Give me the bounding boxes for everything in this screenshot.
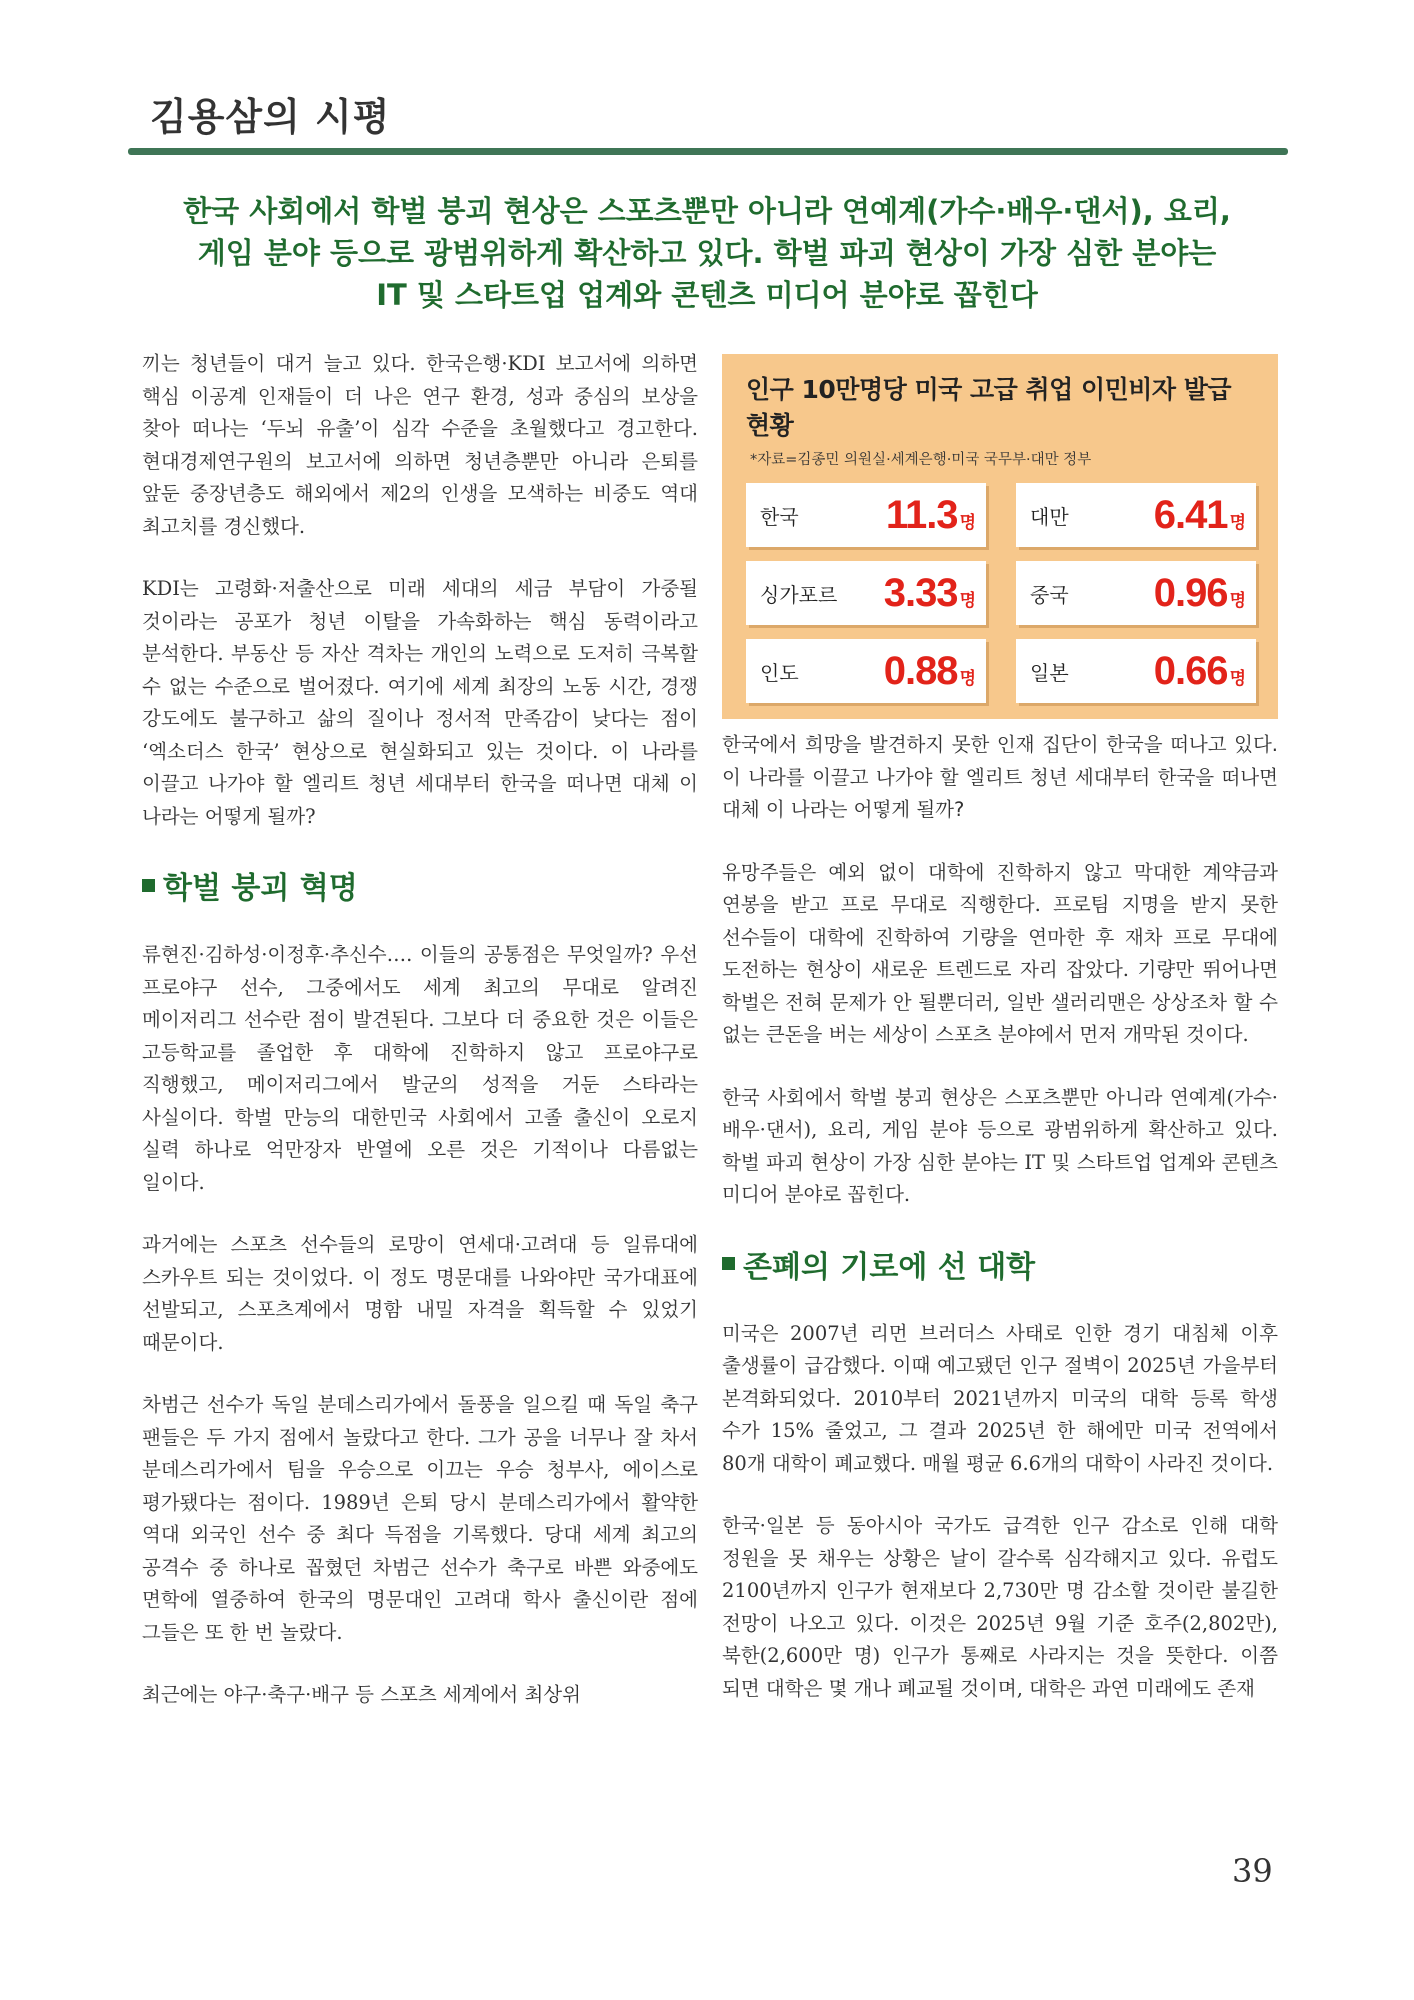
stat-card (746, 639, 986, 703)
stat-figure (1154, 649, 1246, 694)
stat-card (1016, 639, 1256, 703)
stat-value: 0.96 (1153, 570, 1228, 615)
stat-country: 한국 (760, 504, 799, 529)
stat-unit: 명 (1229, 668, 1246, 689)
stat-figure (884, 571, 976, 616)
left-column (142, 348, 698, 1742)
stats-grid (746, 483, 1256, 703)
body-paragraph: 과거에는 스포츠 선수들의 로망이 연세대·고려대 등 일류대에 스카우트 되는 것이었다. 이 정도 명문대를 나와야만 국가대표에 선발되고, 스포츠계에서 명함 내밀 자격을 획득할 수 있었기 때문이다. (142, 1233, 698, 1354)
lead-line: 게임 분야 등으로 광범위하게 확산하고 있다. 학벌 파괴 현상이 가장 심한 분야는 (197, 236, 1217, 270)
body-paragraph: 차범근 선수가 독일 분데스리가에서 돌풍을 일으킬 때 독일 축구 팬들은 두 가지 점에서 놀랐다고 한다. 그가 공을 너무나 잘 차서 분데스리가에서 팀을 우승으로 이끄는 우승 청부사, 에이스로 평가됐다는 점이다. 1989년 은퇴 당시 분데스리가에서 활약한 역대 외국인 선수 중 최다 득점을 기록했다. 당대 세계 최고의 공격수 중 하나로 꼽혔던 차범근 선수가 축구로 바쁜 와중에도 면학에 열중하여 한국의 명문대인 고려대 학사 출신이란 점에 그들은 또 한 번 놀랐다. (142, 1393, 698, 1644)
stat-value: 3.33 (883, 570, 958, 615)
body-paragraph: 미국은 2007년 리먼 브러더스 사태로 인한 경기 대침체 이후 출생률이 급감했다. 이때 예고됐던 인구 절벽이 2025년 가을부터 본격화되었다. 2010부터 2021년까지 미국의 대학 등록 학생 수가 15% 줄었고, 그 결과 2025년 한 해에만 미국 전역에서 80개 대학이 폐교했다. 매월 평균 6.6개의 대학이 사라진 것이다. (722, 1321, 1278, 1475)
stat-card (746, 561, 986, 625)
stat-unit: 명 (959, 668, 976, 689)
stat-country: 싱가포르 (760, 582, 838, 607)
lead-line: IT 및 스타트업 업계와 콘텐츠 미디어 분야로 꼽힌다 (376, 278, 1038, 312)
infobox-caption: 한국에서 희망을 발견하지 못한 인재 집단이 한국을 떠나고 있다. 이 나라를 이끌고 나가야 할 엘리트 청년 세대부터 한국을 떠나면 대체 이 나라는 어떻게 될까? (722, 733, 1278, 821)
header-rule (128, 148, 1288, 155)
stat-unit: 명 (959, 512, 976, 533)
square-bullet-icon (722, 1257, 735, 1270)
stat-card (1016, 483, 1256, 547)
stat-unit: 명 (1229, 590, 1246, 611)
stat-figure (1154, 493, 1246, 538)
stat-figure (1154, 571, 1246, 616)
stat-value: 0.88 (883, 648, 958, 693)
stat-figure (884, 649, 976, 694)
section-heading-text: 존폐의 기로에 선 대학 (743, 1249, 1036, 1285)
infobox-title: 인구 10만명당 미국 고급 취업 이민비자 발급 현황 (746, 375, 1232, 440)
stat-unit: 명 (959, 590, 976, 611)
visa-stats-infobox (722, 354, 1278, 719)
body-paragraph: 유망주들은 예외 없이 대학에 진학하지 않고 막대한 계약금과 연봉을 받고 프로 무대로 직행한다. 프로팀 지명을 받지 못한 선수들이 대학에 진학하여 기량을 연마한 후 재차 프로 무대에 도전하는 현상이 새로운 트렌드로 자리 잡았다. 기량만 뛰어나면 학벌은 전혀 문제가 안 될뿐더러, 일반 샐러리맨은 상상조차 할 수 없는 큰돈을 버는 세상이 스포츠 분야에서 먼저 개막된 것이다. (722, 860, 1278, 1046)
section-heading (142, 863, 698, 907)
body-paragraph: 류현진·김하성·이정후·추신수…. 이들의 공통점은 무엇일까? 우선 프로야구 선수, 그중에서도 세계 최고의 무대로 알려진 메이저리그 선수란 점이 발견된다. 그보다 더 중요한 것은 이들은 고등학교를 졸업한 후 대학에 진학하지 않고 프로야구로 직행했고, 메이저리그에서 발군의 성적을 거둔 스타라는 사실이다. 학벌 만능의 대한민국 사회에서 고졸 출신이 오로지 실력 하나로 억만장자 반열에 오른 것은 기적이나 다름없는 일이다. (142, 943, 698, 1194)
body-paragraph: 한국·일본 등 동아시아 국가도 급격한 인구 감소로 인해 대학 정원을 못 채우는 상황은 날이 갈수록 심각해지고 있다. 유럽도 2100년까지 인구가 현재보다 2,730만 명 감소할 것이란 불길한 전망이 나오고 있다. 이것은 2025년 9월 기준 호주(2,802만), 북한(2,600만 명) 인구가 통째로 사라지는 것을 뜻한다. 이쯤 되면 대학은 몇 개나 폐교될 것이며, 대학은 과연 미래에도 존재 (722, 1514, 1278, 1700)
stat-value: 0.66 (1153, 648, 1228, 693)
page-number: 39 (1232, 1852, 1273, 1890)
body-paragraph: KDI는 고령화·저출산으로 미래 세대의 세금 부담이 가중될 것이라는 공포가 청년 이탈을 가속화하는 핵심 동력이라고 분석한다. 부동산 등 자산 격차는 개인의 노력으로 도저히 극복할 수 없는 수준으로 벌어졌다. 여기에 세계 최장의 노동 시간, 경쟁 강도에도 불구하고 삶의 질이나 정서적 만족감이 낮다는 점이 ‘엑소더스 한국’ 현상으로 현실화되고 있는 것이다. 이 나라를 이끌고 나가야 할 엘리트 청년 세대부터 한국을 떠나면 대체 이 나라는 어떻게 될까? (142, 577, 698, 828)
column-title: 김용삼의 시평 (150, 95, 391, 139)
section-heading-text: 학벌 붕괴 혁명 (163, 871, 358, 906)
stat-country: 일본 (1030, 660, 1069, 685)
lead-paragraph (150, 190, 1264, 316)
stat-country: 중국 (1030, 582, 1069, 607)
square-bullet-icon (142, 879, 155, 892)
lead-line: 한국 사회에서 학벌 붕괴 현상은 스포츠뿐만 아니라 연예계(가수·배우·댄서), 요리, (183, 194, 1231, 228)
infobox-source: *자료=김종민 의원실·세계은행·미국 국무부·대만 정부 (750, 452, 1092, 468)
body-paragraph: 끼는 청년들이 대거 늘고 있다. 한국은행·KDI 보고서에 의하면 핵심 이공계 인재들이 더 나은 연구 환경, 성과 중심의 보상을 찾아 떠나는 ‘두뇌 유출’이 심각 수준을 초월했다고 경고한다. 현대경제연구원의 보고서에 의하면 청년층뿐만 아니라 은퇴를 앞둔 중장년층도 해외에서 제2의 인생을 모색하는 비중도 역대 최고치를 경신했다. (142, 352, 698, 538)
stat-card (746, 483, 986, 547)
section-heading (722, 1242, 1278, 1286)
stat-figure (886, 493, 976, 538)
stat-country: 대만 (1030, 504, 1069, 529)
stat-country: 인도 (760, 660, 799, 685)
body-paragraph: 한국 사회에서 학벌 붕괴 현상은 스포츠뿐만 아니라 연예계(가수·배우·댄서), 요리, 게임 분야 등으로 광범위하게 확산하고 있다. 학벌 파괴 현상이 가장 심한 분야는 IT 및 스타트업 업계와 콘텐츠 미디어 분야로 꼽힌다. (722, 1085, 1278, 1206)
stat-value: 6.41 (1153, 492, 1228, 537)
stat-value: 11.3 (885, 492, 958, 537)
stat-unit: 명 (1229, 512, 1246, 533)
stat-card (1016, 561, 1256, 625)
body-paragraph: 최근에는 야구·축구·배구 등 스포츠 세계에서 최상위 (142, 1683, 581, 1706)
right-column (722, 348, 1278, 1735)
